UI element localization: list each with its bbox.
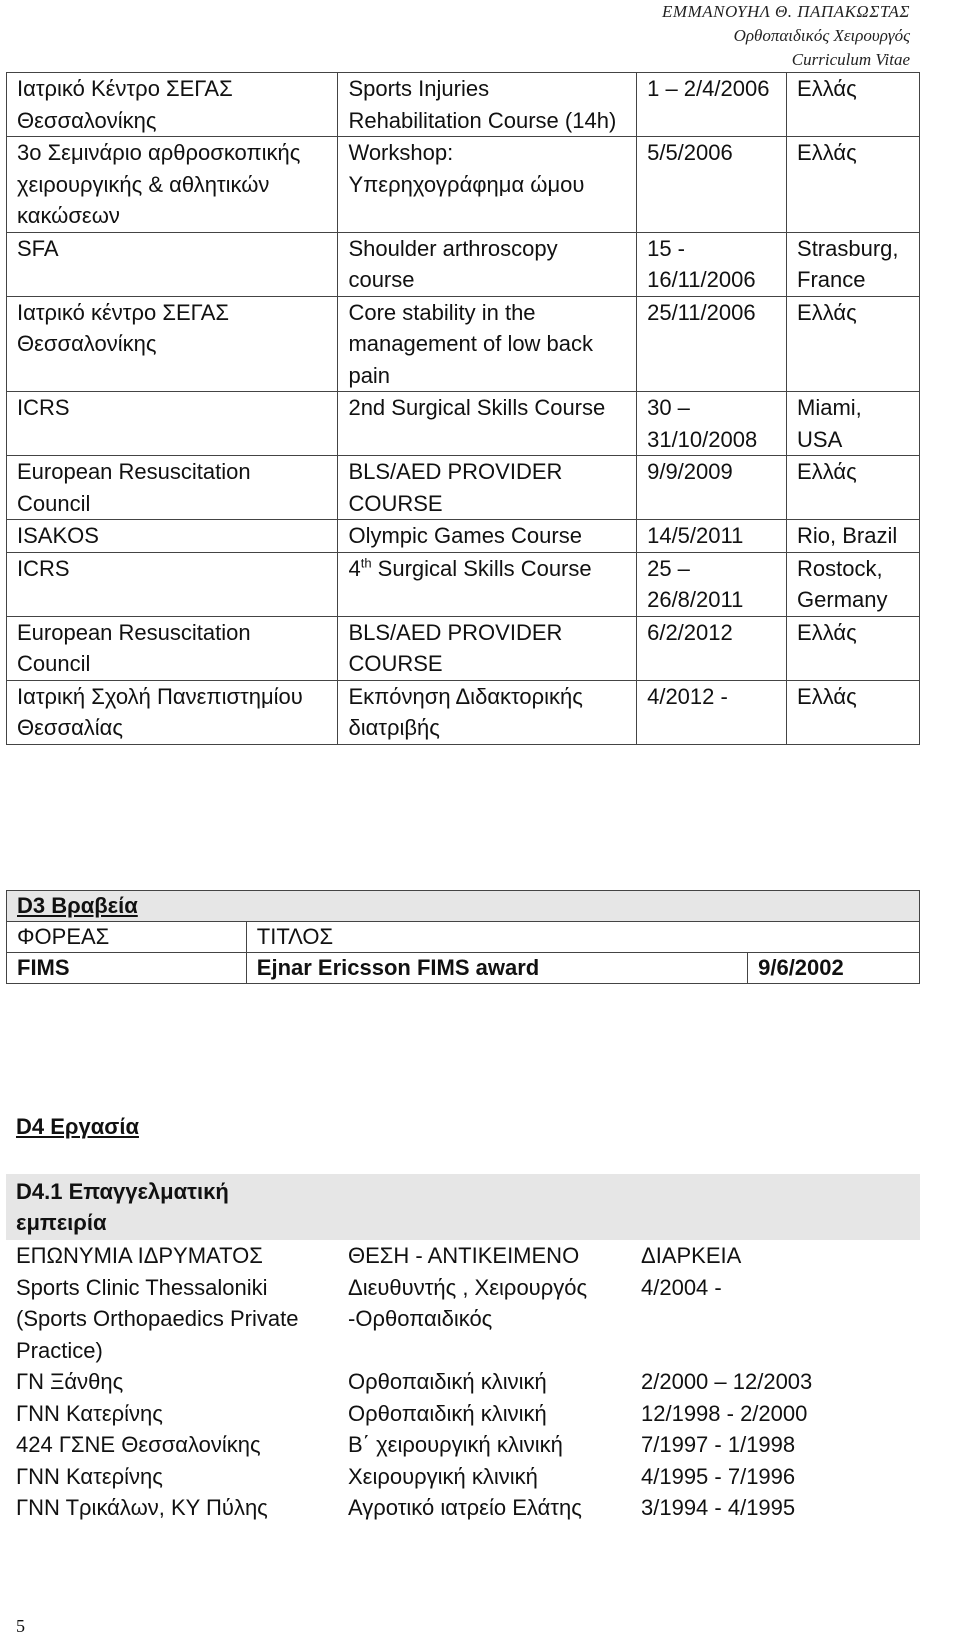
date-cell: 25/11/2006	[637, 296, 787, 392]
date-cell: 14/5/2011	[637, 520, 787, 553]
table-row	[7, 953, 920, 984]
column-header-title: ΤΙΤΛΟΣ	[246, 922, 919, 953]
awards-header-row	[7, 922, 920, 953]
table-row	[6, 1461, 920, 1493]
org-cell: Ιατρικό Κέντρο ΣΕΓΑΣ Θεσσαλονίκης	[7, 73, 338, 137]
place-cell: Rio, Brazil	[787, 520, 920, 553]
title-cell: Sports Injuries Rehabilitation Course (14h)	[338, 73, 637, 137]
title-cell: BLS/AED PROVIDER COURSE	[338, 456, 637, 520]
table-row	[6, 1272, 920, 1367]
org-cell: 3ο Σεμινάριο αρθροσκοπικής χειρουργικής & αθλητικών κακώσεων	[7, 137, 338, 233]
duration-cell: 2/2000 – 12/2003	[641, 1369, 813, 1394]
award-org: FIMS	[7, 953, 247, 984]
column-header-duration: ΔΙΑΡΚΕΙΑ	[641, 1243, 742, 1268]
author-specialty: Ορθοπαιδικός Χειρουργός	[733, 26, 910, 45]
duration-cell: 3/1994 - 4/1995	[641, 1495, 796, 1520]
date-cell: 5/5/2006	[637, 137, 787, 233]
date-cell: 15 - 16/11/2006	[637, 232, 787, 296]
position-cell: Διευθυντής , Χειρουργός -Ορθοπαιδικός	[348, 1274, 588, 1331]
date-cell: 25 – 26/8/2011	[637, 552, 787, 616]
table-row	[6, 1366, 920, 1398]
table-row	[7, 73, 920, 137]
date-cell: 30 – 31/10/2008	[637, 392, 787, 456]
award-title: Ejnar Ericsson FIMS award	[246, 953, 747, 984]
title-rest: Surgical Skills Course	[371, 555, 592, 581]
table-row	[7, 392, 920, 456]
position-cell: Β΄ χειρουργική κλινική	[348, 1432, 563, 1457]
place-cell: Rostock, Germany	[787, 552, 920, 616]
page-header	[662, 0, 910, 72]
table-row	[7, 680, 920, 744]
table-row	[6, 1429, 920, 1461]
column-header-org: ΦΟΡΕΑΣ	[7, 922, 247, 953]
experience-subsection-band	[6, 1174, 920, 1240]
date-cell: 1 – 2/4/2006	[637, 73, 787, 137]
experience-subsection-title: D4.1 Επαγγελματική εμπειρία	[16, 1179, 229, 1235]
awards-table	[6, 890, 920, 984]
institution-cell: ΓΝΝ Τρικάλων, ΚΥ Πύλης	[16, 1495, 268, 1520]
org-cell: European Resuscitation Council	[7, 456, 338, 520]
position-cell: Ορθοπαιδική κλινική	[348, 1400, 547, 1426]
org-cell: ICRS	[7, 552, 338, 616]
table-row	[7, 232, 920, 296]
org-cell: Ιατρική Σχολή Πανεπιστημίου Θεσσαλίας	[7, 680, 338, 744]
title-cell: BLS/AED PROVIDER COURSE	[338, 616, 637, 680]
seminars-table	[6, 72, 920, 745]
org-cell: Ιατρικό κέντρο ΣΕΓΑΣ Θεσσαλονίκης	[7, 296, 338, 392]
place-cell: Ελλάς	[787, 456, 920, 520]
place-cell: Ελλάς	[787, 680, 920, 744]
place-cell: Ελλάς	[787, 296, 920, 392]
table-row	[7, 137, 920, 233]
table-row	[7, 616, 920, 680]
org-cell: European Resuscitation Council	[7, 616, 338, 680]
date-cell: 9/9/2009	[637, 456, 787, 520]
position-cell: Αγροτικό ιατρείο Ελάτης	[348, 1495, 582, 1520]
title-cell	[338, 552, 637, 616]
table-row	[7, 456, 920, 520]
place-cell: Miami, USA	[787, 392, 920, 456]
place-cell: Strasburg, France	[787, 232, 920, 296]
place-cell: Ελλάς	[787, 616, 920, 680]
author-name: ΕΜΜΑΝΟΥΗΛ Θ. ΠΑΠΑΚΩΣΤΑΣ	[662, 2, 910, 21]
table-row	[6, 1492, 920, 1524]
org-cell: ICRS	[7, 392, 338, 456]
title-cell: 2nd Surgical Skills Course	[338, 392, 637, 456]
institution-cell: ΓΝΝ Κατερίνης	[16, 1400, 163, 1426]
position-cell: Ορθοπαιδική κλινική	[348, 1369, 547, 1394]
date-cell: 4/2012 -	[637, 680, 787, 744]
table-row	[7, 296, 920, 392]
position-cell: Χειρουργική κλινική	[348, 1463, 538, 1489]
duration-cell: 4/1995 - 7/1996	[641, 1463, 796, 1489]
award-date: 9/6/2002	[748, 953, 920, 984]
org-cell: ISAKOS	[7, 520, 338, 553]
column-header-institution: ΕΠΩΝΥΜΙΑ ΙΔΡΥΜΑΤΟΣ	[16, 1243, 263, 1268]
org-cell: SFA	[7, 232, 338, 296]
title-cell: Shoulder arthroscopy course	[338, 232, 637, 296]
institution-cell: Sports Clinic Thessaloniki (Sports Orthopaedics Private Practice)	[16, 1274, 299, 1363]
title-cell: Core stability in the management of low back pain	[338, 296, 637, 392]
page-number: 5	[16, 1616, 25, 1636]
awards-section-heading-row	[7, 891, 920, 922]
place-cell: Ελλάς	[787, 73, 920, 137]
table-row	[6, 1398, 920, 1430]
place-cell: Ελλάς	[787, 137, 920, 233]
table-row	[7, 552, 920, 616]
awards-section-title: D3 Βραβεία	[7, 891, 920, 922]
title-cell: Workshop: Υπερηχογράφημα ώμου	[338, 137, 637, 233]
title-cell: Εκπόνηση Διδακτορικής διατριβής	[338, 680, 637, 744]
column-header-position: ΘΕΣΗ - ΑΝΤΙΚΕΙΜΕΝΟ	[348, 1243, 580, 1268]
experience-table	[6, 1240, 920, 1524]
experience-header-row	[6, 1240, 920, 1272]
institution-cell: 424 ΓΣΝΕ Θεσσαλονίκης	[16, 1432, 261, 1457]
duration-cell: 4/2004 -	[641, 1274, 722, 1300]
institution-cell: ΓΝΝ Κατερίνης	[16, 1463, 163, 1489]
duration-cell: 7/1997 - 1/1998	[641, 1432, 796, 1457]
work-section-title: D4 Εργασία	[16, 1114, 139, 1139]
institution-cell: ΓΝ Ξάνθης	[16, 1369, 124, 1394]
title-ordinal-suffix: th	[360, 555, 372, 571]
title-number: 4	[348, 555, 361, 581]
duration-cell: 12/1998 - 2/2000	[641, 1400, 808, 1426]
date-cell: 6/2/2012	[637, 616, 787, 680]
title-cell: Olympic Games Course	[338, 520, 637, 553]
document-type: Curriculum Vitae	[791, 50, 910, 69]
table-row	[7, 520, 920, 553]
